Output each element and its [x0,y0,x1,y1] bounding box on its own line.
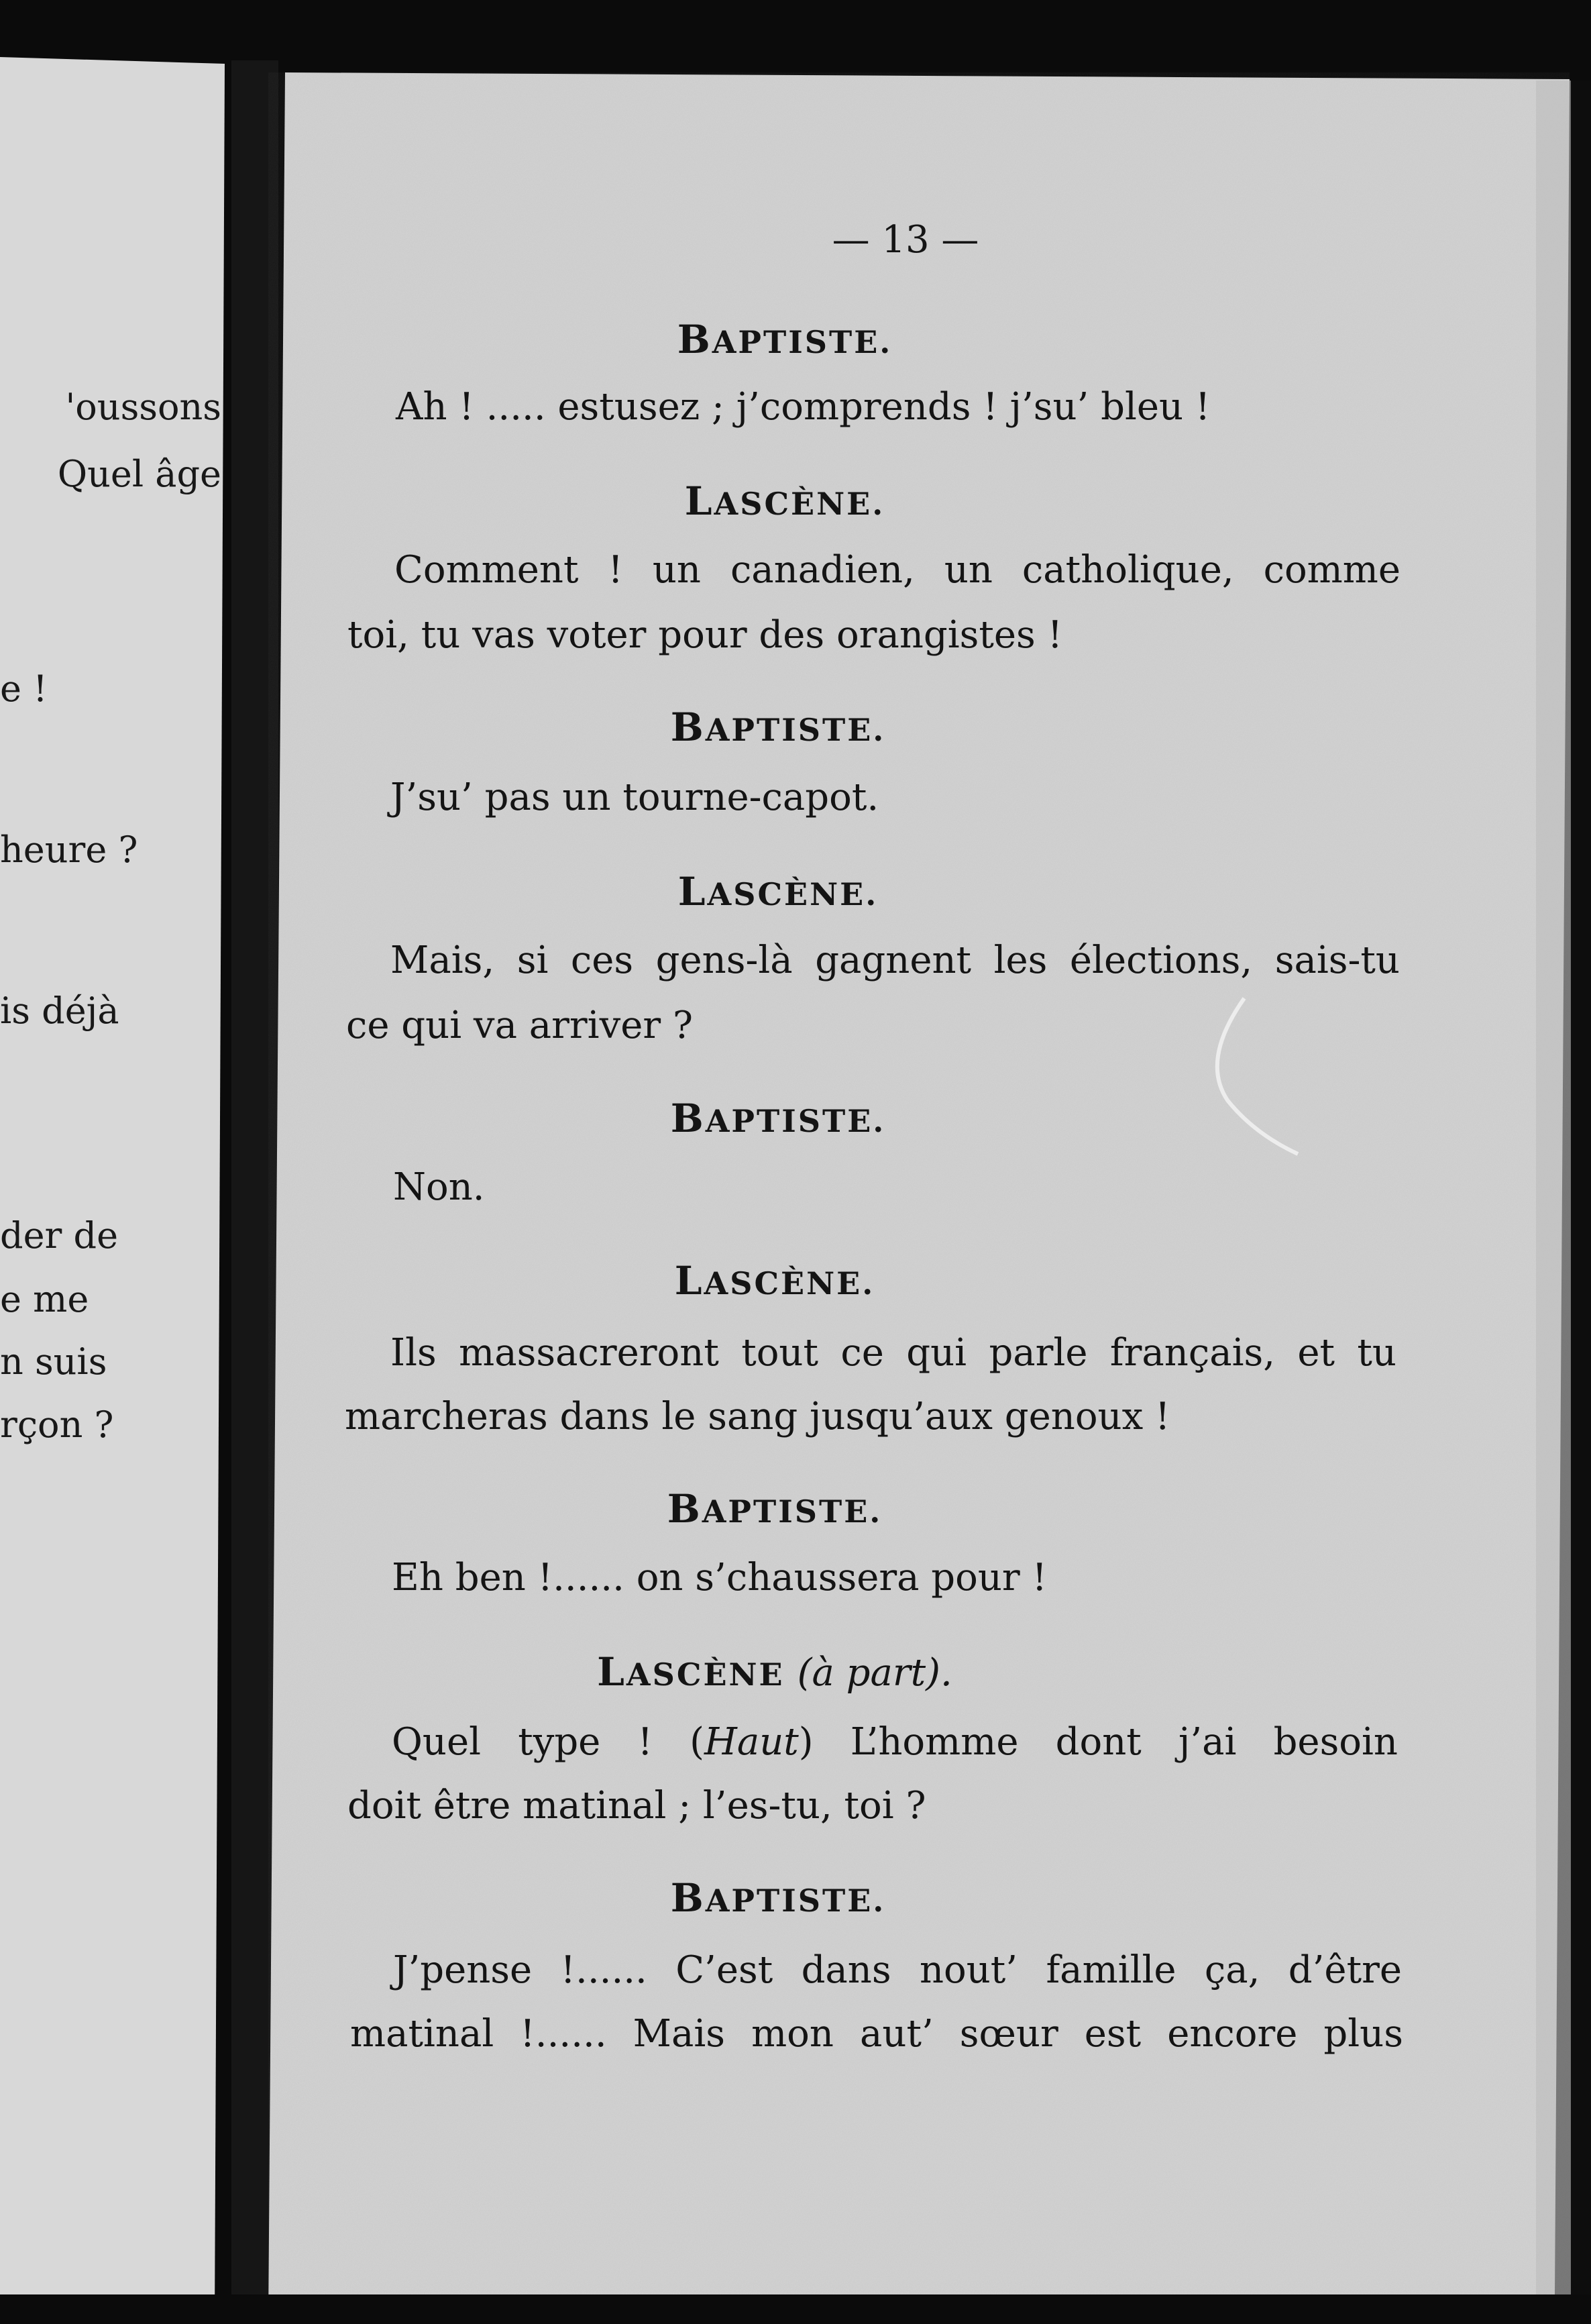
dialogue-line: Ils massacreront tout ce qui parle français, et tu [390,1331,1396,1375]
left-fragment: 'oussons [65,386,221,428]
dialogue-line: Non. [393,1165,485,1209]
dialogue-line: marcheras dans le sang jusqu’aux genoux ! [345,1395,1170,1438]
speaker-name [171,1649,1378,1695]
speaker-name: LASCÈNE. [674,1258,875,1304]
speaker-name: BAPTISTE. [670,1875,886,1921]
left-fragment: e me [0,1278,89,1320]
speaker-name: LASCÈNE. [684,478,885,524]
speaker-name: LASCÈNE. [677,869,879,914]
dialogue-line: Comment ! un canadien, un catholique, comme [394,548,1401,592]
dialogue-line: ce qui va arriver ? [346,1004,693,1047]
page-number: — 13 — [832,218,979,262]
right-page [335,0,1476,2324]
dialogue-line: J’su’ pas un tourne-capot. [390,776,879,819]
speaker-label: LASCÈNE [597,1649,785,1695]
left-fragment: rçon ? [0,1404,114,1446]
speaker-name: BAPTISTE. [677,317,893,362]
speaker-name: BAPTISTE. [670,1096,886,1141]
dialogue-line: toi, tu vas voter pour des orangistes ! [347,613,1063,657]
speaker-name: BAPTISTE. [667,1486,883,1532]
left-fragment: e ! [0,668,48,710]
dialogue-line: Quel type ! (Haut) L’homme dont j’ai besoin [392,1720,1398,1764]
left-fragment: is déjà [0,990,119,1032]
left-fragment: der de [0,1214,119,1257]
left-fragment: Quel âge [57,453,221,495]
speaker-name: BAPTISTE. [670,704,886,750]
left-fragment: heure ? [0,829,138,871]
stage-direction: (à part). [797,1651,952,1695]
dialogue-line: Mais, si ces gens-là gagnent les élections, sais-tu [390,939,1400,982]
dialogue-line: Eh ben !...... on s’chaussera pour ! [392,1556,1047,1599]
dialogue-line: Ah ! ..... estusez ; j’comprends ! j’su’ bleu ! [396,385,1211,429]
left-fragment: n suis [0,1340,107,1383]
dialogue-line: J’pense !...... C’est dans nout’ famille ça, d’être [393,1948,1402,1992]
dialogue-line: doit être matinal ; l’es-tu, toi ? [347,1784,926,1828]
dialogue-line: matinal !...... Mais mon aut’ sœur est encore plus [350,2012,1403,2056]
